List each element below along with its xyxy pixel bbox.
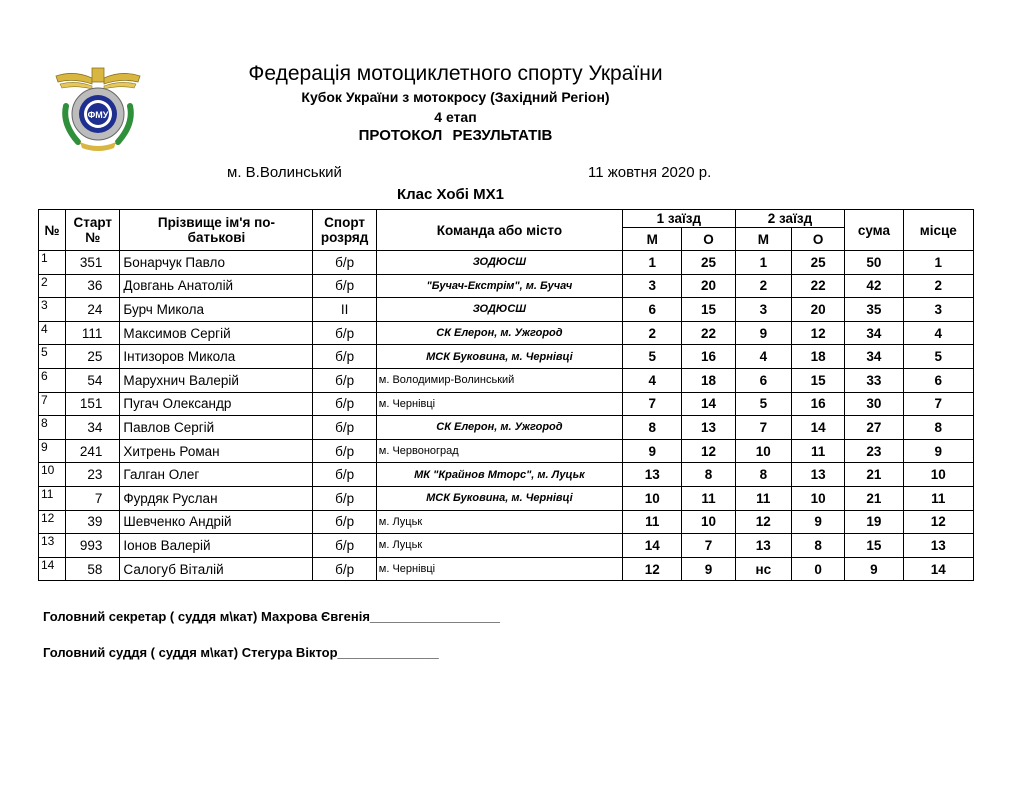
start-number: 39 — [66, 510, 120, 534]
final-place: 2 — [903, 274, 973, 298]
rider-name: Максимов Сергій — [120, 321, 313, 345]
stage-title: 4 етап — [434, 109, 477, 125]
heat1-position: 14 — [623, 534, 682, 558]
heat1-points: 12 — [682, 439, 735, 463]
heat2-points: 10 — [791, 486, 844, 510]
row-number: 1 — [39, 251, 66, 275]
row-number: 8 — [39, 416, 66, 440]
col-num: № — [39, 210, 66, 251]
team-or-city: МСК Буковина, м. Чернівці — [376, 486, 622, 510]
total-points: 33 — [845, 368, 903, 392]
table-row — [39, 557, 974, 581]
start-number: 23 — [66, 463, 120, 487]
final-place: 11 — [903, 486, 973, 510]
final-place: 5 — [903, 345, 973, 369]
row-number: 4 — [39, 321, 66, 345]
col-name: Прізвище ім'я по- батькові — [120, 210, 313, 251]
rider-name: Інтизоров Микола — [120, 345, 313, 369]
sport-rank: б/р — [313, 557, 376, 581]
table-row — [39, 392, 974, 416]
heat2-points: 11 — [791, 439, 844, 463]
sport-rank: б/р — [313, 368, 376, 392]
row-number: 7 — [39, 392, 66, 416]
final-place: 6 — [903, 368, 973, 392]
sport-rank: ІІ — [313, 298, 376, 322]
heat1-position: 5 — [623, 345, 682, 369]
row-number: 5 — [39, 345, 66, 369]
heat1-position: 9 — [623, 439, 682, 463]
final-place: 8 — [903, 416, 973, 440]
heat1-points: 25 — [682, 251, 735, 275]
final-place: 12 — [903, 510, 973, 534]
start-number: 34 — [66, 416, 120, 440]
team-or-city: СК Елерон, м. Ужгород — [376, 321, 622, 345]
heat1-points: 20 — [682, 274, 735, 298]
row-number: 13 — [39, 534, 66, 558]
heat1-position: 2 — [623, 321, 682, 345]
total-points: 50 — [845, 251, 903, 275]
heat1-points: 10 — [682, 510, 735, 534]
heat2-points: 18 — [791, 345, 844, 369]
row-number: 14 — [39, 557, 66, 581]
rider-name: Бонарчук Павло — [120, 251, 313, 275]
team-or-city: м. Чернівці — [376, 392, 622, 416]
heat2-position: 6 — [735, 368, 791, 392]
col-place: місце — [903, 210, 973, 251]
team-or-city: м. Чернівці — [376, 557, 622, 581]
col-sum: сума — [845, 210, 903, 251]
heat1-points: 13 — [682, 416, 735, 440]
heat2-position: 2 — [735, 274, 791, 298]
row-number: 9 — [39, 439, 66, 463]
team-or-city: МК "Крайнов Мторс", м. Луцьк — [376, 463, 622, 487]
team-or-city: ЗОДЮСШ — [376, 251, 622, 275]
col-team: Команда або місто — [376, 210, 622, 251]
heat2-position: 5 — [735, 392, 791, 416]
heat1-points: 8 — [682, 463, 735, 487]
final-place: 1 — [903, 251, 973, 275]
team-or-city: СК Елерон, м. Ужгород — [376, 416, 622, 440]
heat2-position: 11 — [735, 486, 791, 510]
heat1-points: 9 — [682, 557, 735, 581]
heat2-points: 12 — [791, 321, 844, 345]
row-number: 12 — [39, 510, 66, 534]
date: 11 жовтня 2020 р. — [588, 164, 712, 181]
heat1-position: 12 — [623, 557, 682, 581]
row-number: 3 — [39, 298, 66, 322]
start-number: 993 — [66, 534, 120, 558]
heat2-points: 25 — [791, 251, 844, 275]
heat1-position: 1 — [623, 251, 682, 275]
total-points: 34 — [845, 345, 903, 369]
table-row — [39, 510, 974, 534]
total-points: 27 — [845, 416, 903, 440]
start-number: 54 — [66, 368, 120, 392]
sport-rank: б/р — [313, 416, 376, 440]
final-place: 3 — [903, 298, 973, 322]
rider-name: Бурч Микола — [120, 298, 313, 322]
rider-name: Галган Олег — [120, 463, 313, 487]
rider-name: Салогуб Віталій — [120, 557, 313, 581]
rider-name: Павлов Сергій — [120, 416, 313, 440]
heat2-position: 4 — [735, 345, 791, 369]
sport-rank: б/р — [313, 321, 376, 345]
table-row — [39, 486, 974, 510]
start-number: 36 — [66, 274, 120, 298]
col-rank: Спорт розряд — [313, 210, 376, 251]
heat2-position: 7 — [735, 416, 791, 440]
heat2-position: 3 — [735, 298, 791, 322]
sport-rank: б/р — [313, 439, 376, 463]
table-row — [39, 298, 974, 322]
start-number: 58 — [66, 557, 120, 581]
row-number: 2 — [39, 274, 66, 298]
heat2-points: 8 — [791, 534, 844, 558]
heat1-position: 11 — [623, 510, 682, 534]
rider-name: Шевченко Андрій — [120, 510, 313, 534]
start-number: 24 — [66, 298, 120, 322]
total-points: 15 — [845, 534, 903, 558]
heat2-position: 10 — [735, 439, 791, 463]
sport-rank: б/р — [313, 534, 376, 558]
table-row — [39, 463, 974, 487]
table-row — [39, 251, 974, 275]
heat1-points: 16 — [682, 345, 735, 369]
sport-rank: б/р — [313, 486, 376, 510]
table-row — [39, 274, 974, 298]
sport-rank: б/р — [313, 392, 376, 416]
rider-name: Марухнич Валерій — [120, 368, 313, 392]
table-row — [39, 439, 974, 463]
heat1-position: 4 — [623, 368, 682, 392]
row-number: 10 — [39, 463, 66, 487]
col-o1: О — [682, 228, 735, 251]
heat2-position: 1 — [735, 251, 791, 275]
rider-name: Пугач Олександр — [120, 392, 313, 416]
sport-rank: б/р — [313, 251, 376, 275]
start-number: 151 — [66, 392, 120, 416]
heat2-points: 9 — [791, 510, 844, 534]
rider-name: Іонов Валерій — [120, 534, 313, 558]
heat2-position: нс — [735, 557, 791, 581]
row-number: 11 — [39, 486, 66, 510]
start-number: 351 — [66, 251, 120, 275]
table-row — [39, 321, 974, 345]
city: м. В.Волинський — [227, 164, 342, 181]
cup-title: Кубок України з мотокросу (Західний Регіон) — [301, 89, 610, 105]
secretary-signature: Головний секретар ( суддя м\кат) Махрова Євгенія__________________ — [43, 609, 501, 624]
heat1-points: 18 — [682, 368, 735, 392]
heat2-points: 22 — [791, 274, 844, 298]
heat2-position: 8 — [735, 463, 791, 487]
table-row — [39, 368, 974, 392]
team-or-city: МСК Буковина, м. Чернівці — [376, 345, 622, 369]
team-or-city: "Бучач-Екстрім", м. Бучач — [376, 274, 622, 298]
final-place: 9 — [903, 439, 973, 463]
col-o2: О — [791, 228, 844, 251]
heat2-position: 12 — [735, 510, 791, 534]
sport-rank: б/р — [313, 345, 376, 369]
col-m1: М — [623, 228, 682, 251]
heat2-points: 15 — [791, 368, 844, 392]
row-number: 6 — [39, 368, 66, 392]
final-place: 4 — [903, 321, 973, 345]
heat1-position: 10 — [623, 486, 682, 510]
total-points: 35 — [845, 298, 903, 322]
total-points: 23 — [845, 439, 903, 463]
judge-signature: Головний суддя ( суддя м\кат) Стегура Віктор______________ — [43, 645, 439, 660]
class-title: Клас Хобі МХ1 — [397, 186, 504, 203]
col-m2: М — [735, 228, 791, 251]
start-number: 241 — [66, 439, 120, 463]
heat2-points: 0 — [791, 557, 844, 581]
heat1-points: 11 — [682, 486, 735, 510]
heat1-position: 7 — [623, 392, 682, 416]
heat2-points: 16 — [791, 392, 844, 416]
start-number: 25 — [66, 345, 120, 369]
sport-rank: б/р — [313, 463, 376, 487]
sport-rank: б/р — [313, 510, 376, 534]
heat1-points: 14 — [682, 392, 735, 416]
heat1-position: 6 — [623, 298, 682, 322]
logo-text: ФМУ — [87, 110, 109, 120]
total-points: 21 — [845, 486, 903, 510]
final-place: 13 — [903, 534, 973, 558]
final-place: 14 — [903, 557, 973, 581]
heat2-points: 20 — [791, 298, 844, 322]
start-number: 111 — [66, 321, 120, 345]
heat1-position: 13 — [623, 463, 682, 487]
heat1-position: 8 — [623, 416, 682, 440]
federation-title: Федерація мотоциклетного спорту України — [248, 62, 663, 85]
table-row — [39, 534, 974, 558]
final-place: 10 — [903, 463, 973, 487]
total-points: 21 — [845, 463, 903, 487]
team-or-city: м. Луцьк — [376, 510, 622, 534]
rider-name: Фурдяк Руслан — [120, 486, 313, 510]
results-table — [38, 209, 974, 581]
table-row — [39, 416, 974, 440]
total-points: 9 — [845, 557, 903, 581]
team-or-city: м. Луцьк — [376, 534, 622, 558]
heat2-points: 13 — [791, 463, 844, 487]
sport-rank: б/р — [313, 274, 376, 298]
heat1-points: 22 — [682, 321, 735, 345]
start-number: 7 — [66, 486, 120, 510]
heat1-position: 3 — [623, 274, 682, 298]
team-or-city: м. Володимир-Волинський — [376, 368, 622, 392]
col-heat1: 1 заїзд — [623, 210, 736, 228]
heat2-position: 13 — [735, 534, 791, 558]
total-points: 19 — [845, 510, 903, 534]
total-points: 42 — [845, 274, 903, 298]
rider-name: Хитрень Роман — [120, 439, 313, 463]
rider-name: Довгань Анатолій — [120, 274, 313, 298]
protocol-title: ПРОТОКОЛ РЕЗУЛЬТАТІВ — [358, 127, 553, 144]
col-heat2: 2 заїзд — [735, 210, 845, 228]
heat2-position: 9 — [735, 321, 791, 345]
table-row — [39, 345, 974, 369]
total-points: 30 — [845, 392, 903, 416]
team-or-city: м. Червоноград — [376, 439, 622, 463]
col-start: Старт № — [66, 210, 120, 251]
heat1-points: 15 — [682, 298, 735, 322]
heat2-points: 14 — [791, 416, 844, 440]
team-or-city: ЗОДЮСШ — [376, 298, 622, 322]
final-place: 7 — [903, 392, 973, 416]
total-points: 34 — [845, 321, 903, 345]
heat1-points: 7 — [682, 534, 735, 558]
